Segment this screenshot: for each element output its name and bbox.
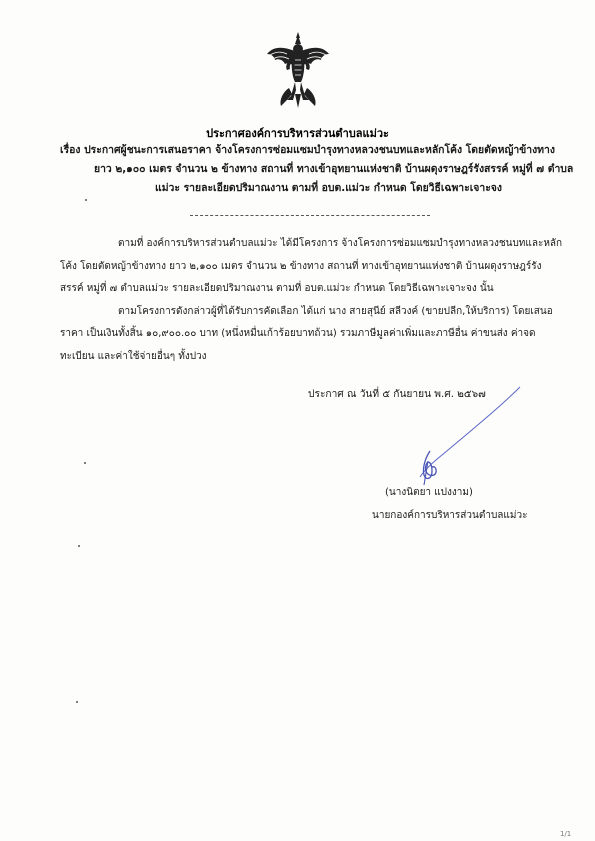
announcement-date: ประกาศ ณ วันที่ ๕ กันยายน พ.ศ. ๒๕๖๗ [308, 389, 486, 400]
signer-name: (นางนิตยา แปงงาม) [385, 487, 473, 498]
page-number: 1/1 [560, 830, 572, 838]
body-line: ตามที่ องค์การบริหารส่วนตำบลแม่วะ ได้มีโครงการ จ้างโครงการซ่อมแซมบำรุงทางหลวงชนบทและหลัก [118, 238, 563, 249]
body-text [60, 233, 563, 368]
body-line: ทะเบียน และค่าใช้จ่ายอื่นๆ ทั้งปวง [60, 350, 207, 362]
scan-speck [78, 545, 80, 547]
subject-line: เรื่อง ประกาศผู้ชนะการเสนอราคา จ้างโครงการซ่อมแซมบำรุงทางหลวงชนบทและหลักโค้ง โดยตัดหญ้าข้างทาง [60, 144, 555, 156]
body-line: ตามโครงการดังกล่าวผู้ที่ได้รับการคัดเลือก ได้แก่ นาง สายสุนีย์ สลีวงค์ (ขายปลีก,ให้บริการ) โดยเสนอ [118, 305, 553, 317]
body-line: ราคา เป็นเงินทั้งสิ้น ๑๐,๙๐๐.๐๐ บาท (หนึ่งหมื่นเก้าร้อยบาทถ้วน) รวมภาษีมูลค่าเพิ่มและภาษีอื่น ค่าขนส่ง ค่าจด [60, 328, 536, 339]
scan-speck [85, 199, 87, 201]
subject-block [60, 141, 574, 198]
divider [190, 215, 430, 216]
body-line: โค้ง โดยตัดหญ้าข้างทาง ยาว ๒,๑๐๐ เมตร จำนวน ๒ ข้างทาง สถานที่ ทางเข้าอุทยานแห่งชาติ บ้านผดุงราษฎร์รัง [60, 260, 542, 272]
signer-position: นายกองค์การบริหารส่วนตำบลแม่วะ [372, 510, 528, 521]
subject-line: แม่วะ รายละเอียดปริมาณงาน ตามที่ อบต.แม่วะ กำหนด โดยวิธีเฉพาะเจาะจง [155, 182, 502, 194]
subject-line: ยาว ๒,๑๐๐ เมตร จำนวน ๒ ข้างทาง สถานที่ ทางเข้าอุทยานแห่งชาติ บ้านผดุงราษฎร์รังสรรค์ หมู่ที่ ๗ ตำบล [94, 163, 574, 175]
garuda-emblem-icon [265, 30, 331, 110]
announcement-header: ประกาศองค์การบริหารส่วนตำบลแม่วะ [206, 127, 389, 140]
handwritten-signature [402, 385, 532, 495]
body-line: สรรค์ หมู่ที่ ๗ ตำบลแม่วะ รายละเอียดปริมาณงาน ตามที่ อบต.แม่วะ กำหนด โดยวิธีเฉพาะเจาะจง นั้น [60, 283, 494, 294]
scan-speck [76, 701, 78, 703]
scan-speck [84, 462, 86, 464]
